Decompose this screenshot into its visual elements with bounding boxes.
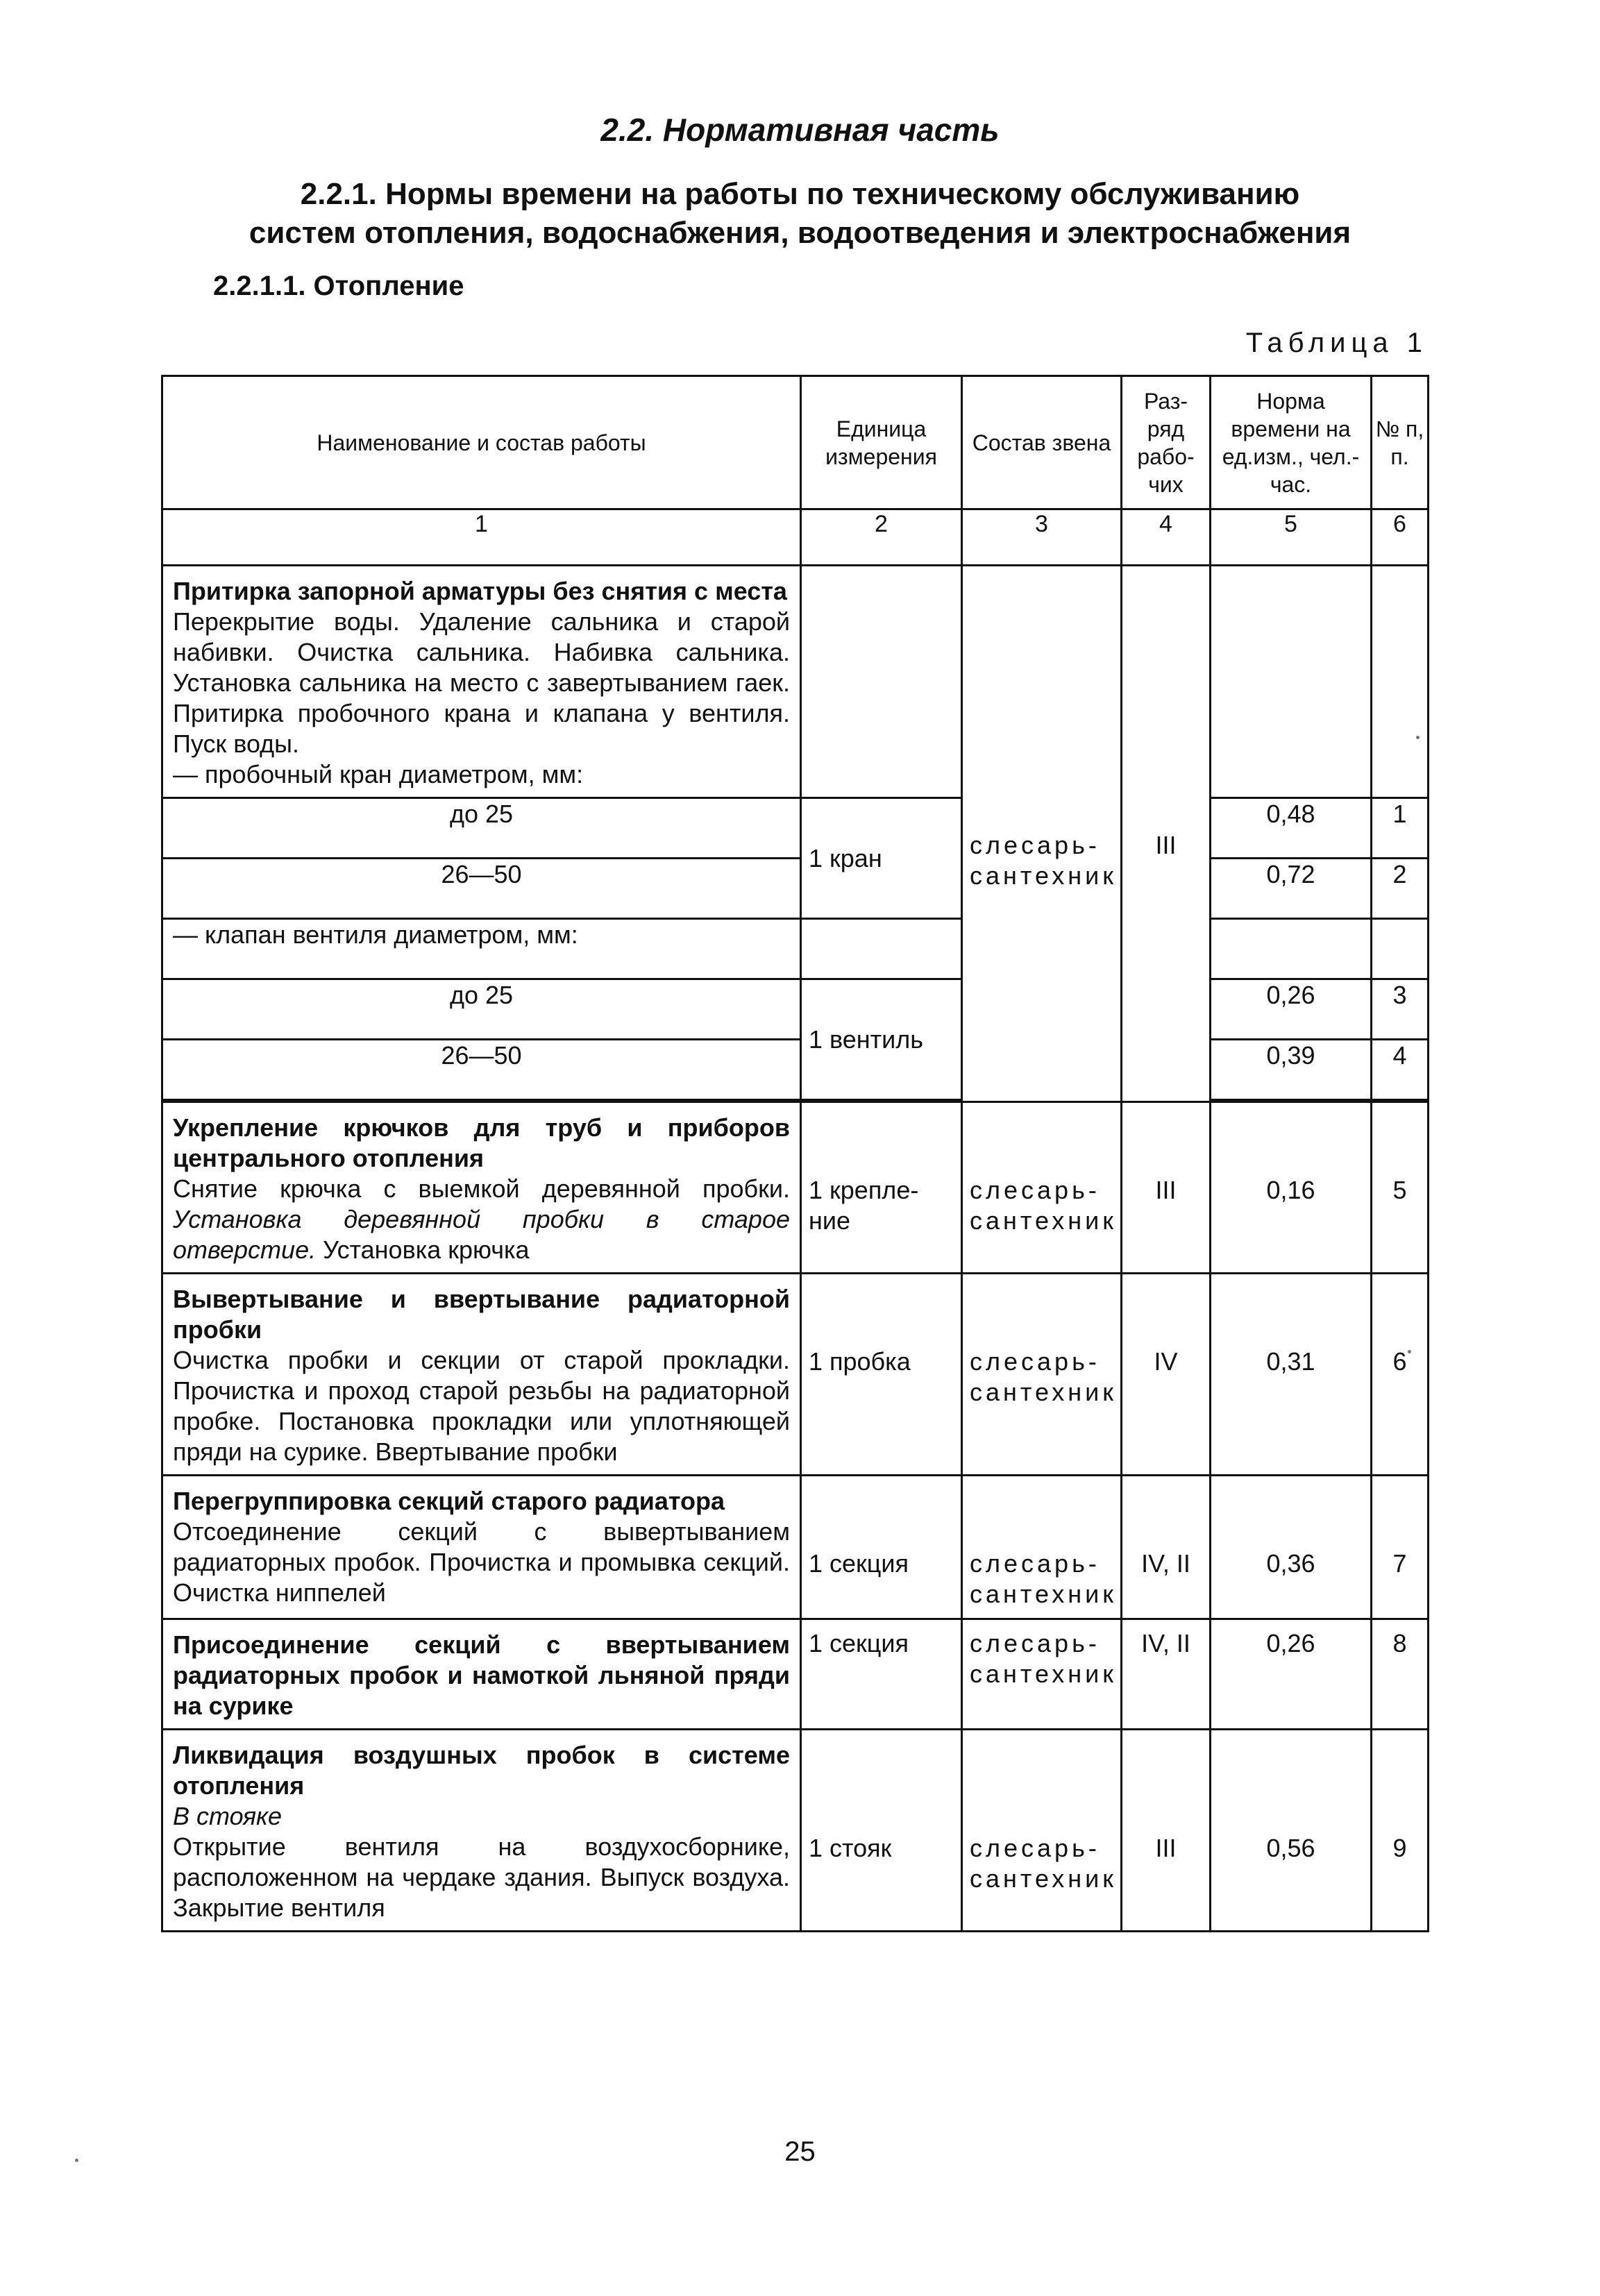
work-description <box>162 1730 801 1932</box>
work-title: Ликвидация воздушных пробок в системе отопления <box>173 1741 790 1800</box>
table-caption: Таблица 1 <box>1245 328 1428 358</box>
crew-cell <box>962 566 1122 1102</box>
norm-cell <box>1211 1102 1372 1274</box>
work-steps: Установка деревянной пробки в старое отверстие. <box>173 1205 790 1264</box>
crew-cell <box>962 1274 1122 1476</box>
work-steps: Перекрытие воды. Удаление сальника и старой набивки. Очистка сальника. Набивка сальника. Установка сальника на место с завертыванием гаек. Притирка пробочного крана и клапана у вентиля. Пуск воды. <box>173 607 790 758</box>
scan-speck <box>75 2159 78 2162</box>
item-number: 7 <box>1392 1549 1407 1578</box>
item-number-cell <box>1372 1102 1429 1274</box>
table-row <box>162 1102 1429 1274</box>
column-number: 6 <box>1372 509 1429 566</box>
grade-value: III <box>1155 1834 1177 1862</box>
work-description <box>162 1476 801 1619</box>
unit-value: 1 крепле- ние <box>809 1176 919 1235</box>
page-number: 25 <box>784 2136 816 2167</box>
unit-cell <box>801 1476 962 1619</box>
item-number: 8 <box>1392 1629 1407 1657</box>
crew-cell <box>962 1102 1122 1274</box>
item-number: 9 <box>1392 1834 1407 1862</box>
work-title: Укрепление крючков для труб и приборов центрального отопления <box>173 1113 790 1172</box>
table-row <box>162 798 1429 859</box>
work-title: Перегруппировка секций старого радиатора <box>173 1487 725 1515</box>
item-number: 6 <box>1392 1347 1407 1376</box>
unit-value: 1 пробка <box>809 1347 911 1376</box>
column-number: 1 <box>162 509 801 566</box>
subsection-title <box>167 175 1433 253</box>
crew-value: слесарь- сантехник <box>970 831 1117 890</box>
item-number-cell <box>1372 1619 1429 1730</box>
norms-table <box>161 375 1429 1932</box>
grade-cell <box>1122 1274 1211 1476</box>
column-number: 3 <box>962 509 1122 566</box>
norm-value: 0,26 <box>1266 1629 1315 1657</box>
unit-cell <box>801 979 962 1100</box>
item-number: 5 <box>1392 1176 1407 1204</box>
work-steps: Установка крючка <box>323 1235 530 1264</box>
item-number-cell <box>1372 1476 1429 1619</box>
norm-value: 0,48 <box>1211 798 1372 859</box>
work-steps: Снятие крючка с выемкой деревянной пробки. <box>173 1174 790 1203</box>
table-row <box>162 979 1429 1040</box>
norm-value: 0,16 <box>1266 1176 1315 1204</box>
diameter-range: 26—50 <box>162 859 801 919</box>
norm-cell <box>1211 1730 1372 1932</box>
unit-cell <box>801 566 962 798</box>
scan-speck <box>1416 736 1420 739</box>
table-row <box>162 1274 1429 1476</box>
crew-value: слесарь- сантехник <box>970 1549 1117 1608</box>
table-row <box>162 1040 1429 1100</box>
work-title: Вывертывание и ввертывание радиаторной пробки <box>173 1285 790 1344</box>
grade-value: IV, II <box>1141 1629 1190 1657</box>
table-row <box>162 919 1429 979</box>
item-number-cell <box>1372 566 1429 798</box>
column-number: 2 <box>801 509 962 566</box>
header-work-name: Наименование и состав работы <box>162 376 801 509</box>
table-row <box>162 1730 1429 1932</box>
section-title: 2.2. Нормативная часть <box>600 112 1000 148</box>
crew-value: слесарь- сантехник <box>970 1176 1117 1235</box>
header-norm: Норма времени на ед.изм., чел.-час. <box>1211 376 1372 509</box>
work-title: Притирка запорной арматуры без снятия с места <box>173 577 787 605</box>
crew-cell <box>962 1476 1122 1619</box>
unit-value: 1 секция <box>809 1629 909 1657</box>
item-number: 3 <box>1372 979 1429 1040</box>
column-number: 4 <box>1122 509 1211 566</box>
norm-cell <box>1211 1476 1372 1619</box>
crew-value: слесарь- сантехник <box>970 1629 1117 1688</box>
header-crew: Состав звена <box>962 376 1122 509</box>
subsubsection-title: 2.2.1.1. Отопление <box>213 271 464 301</box>
header-grade: Раз- ряд рабо- чих <box>1122 376 1211 509</box>
grade-cell <box>1122 1619 1211 1730</box>
unit-cell <box>801 1102 962 1274</box>
diameter-range: до 25 <box>162 979 801 1040</box>
work-title: Присоединение секций с ввертыванием радиаторных пробок и намоткой льняной пряди на сурике <box>173 1630 790 1720</box>
grade-value: IV <box>1154 1347 1178 1376</box>
subsection-title-line2: систем отопления, водоснабжения, водоотведения и электроснабжения <box>249 216 1351 250</box>
grade-cell <box>1122 1102 1211 1274</box>
norm-cell <box>1211 1619 1372 1730</box>
grade-value: III <box>1155 831 1177 859</box>
crew-cell <box>962 1730 1122 1932</box>
norm-cell <box>1211 1274 1372 1476</box>
unit-value: 1 вентиль <box>809 1024 924 1054</box>
unit-value: 1 стояк <box>809 1834 892 1862</box>
unit-value: 1 кран <box>809 843 882 872</box>
subsection-title-line1: 2.2.1. Нормы времени на работы по техническому обслуживанию <box>300 177 1300 211</box>
work-steps: Очистка пробки и секции от старой прокладки. Прочистка и проход старой резьбы на радиаторной пробке. Постановка прокладки или уплотняющей пряди на сурике. Ввертывание пробки <box>173 1346 790 1466</box>
work-description <box>162 1619 801 1730</box>
norm-value: 0,36 <box>1266 1549 1315 1578</box>
header-unit: Единица измерения <box>801 376 962 509</box>
item-number-cell <box>1372 1730 1429 1932</box>
crew-value: слесарь- сантехник <box>970 1347 1117 1406</box>
table-header-row <box>162 376 1429 509</box>
work-subtitle: В стояке <box>173 1802 283 1830</box>
norm-cell <box>1211 566 1372 798</box>
norm-value: 0,72 <box>1211 859 1372 919</box>
work-subgroup-label: — клапан вентиля диаметром, мм: <box>162 919 801 979</box>
item-number: 4 <box>1372 1040 1429 1100</box>
column-number: 5 <box>1211 509 1372 566</box>
table-row <box>162 859 1429 919</box>
norm-value: 0,56 <box>1266 1834 1315 1862</box>
table-row <box>162 566 1429 798</box>
norm-value: 0,31 <box>1266 1347 1315 1376</box>
grade-cell <box>1122 1730 1211 1932</box>
unit-value: 1 секция <box>809 1549 909 1578</box>
diameter-range: 26—50 <box>162 1040 801 1100</box>
item-number: 2 <box>1372 859 1429 919</box>
norm-cell <box>1211 919 1372 979</box>
column-number-row <box>162 509 1429 566</box>
work-steps: Отсоединение секций с вывертыванием радиаторных пробок. Прочистка и промывка секций. Очистка ниппелей <box>173 1517 790 1607</box>
item-number: 1 <box>1372 798 1429 859</box>
crew-cell <box>962 1619 1122 1730</box>
item-number-cell <box>1372 919 1429 979</box>
table-row <box>162 1619 1429 1730</box>
work-description <box>162 1274 801 1476</box>
unit-cell <box>801 1274 962 1476</box>
diameter-range: до 25 <box>162 798 801 859</box>
norm-value: 0,26 <box>1211 979 1372 1040</box>
work-steps: Открытие вентиля на воздухосборнике, расположенном на чердаке здания. Выпуск воздуха. Закрытие вентиля <box>173 1832 790 1922</box>
grade-value: IV, II <box>1141 1549 1190 1578</box>
work-description <box>162 1102 801 1274</box>
norm-value: 0,39 <box>1211 1040 1372 1100</box>
unit-cell <box>801 1619 962 1730</box>
crew-value: слесарь- сантехник <box>970 1834 1117 1893</box>
header-item-number: № п, п. <box>1372 376 1429 509</box>
work-description <box>162 566 801 798</box>
unit-cell <box>801 919 962 979</box>
work-subgroup-label: — пробочный кран диаметром, мм: <box>173 760 584 788</box>
scan-speck <box>1408 1350 1411 1353</box>
grade-cell <box>1122 566 1211 1102</box>
item-number-cell <box>1372 1274 1429 1476</box>
unit-cell <box>801 1730 962 1932</box>
grade-value: III <box>1155 1176 1177 1204</box>
table-row <box>162 1476 1429 1619</box>
unit-cell <box>801 798 962 919</box>
grade-cell <box>1122 1476 1211 1619</box>
